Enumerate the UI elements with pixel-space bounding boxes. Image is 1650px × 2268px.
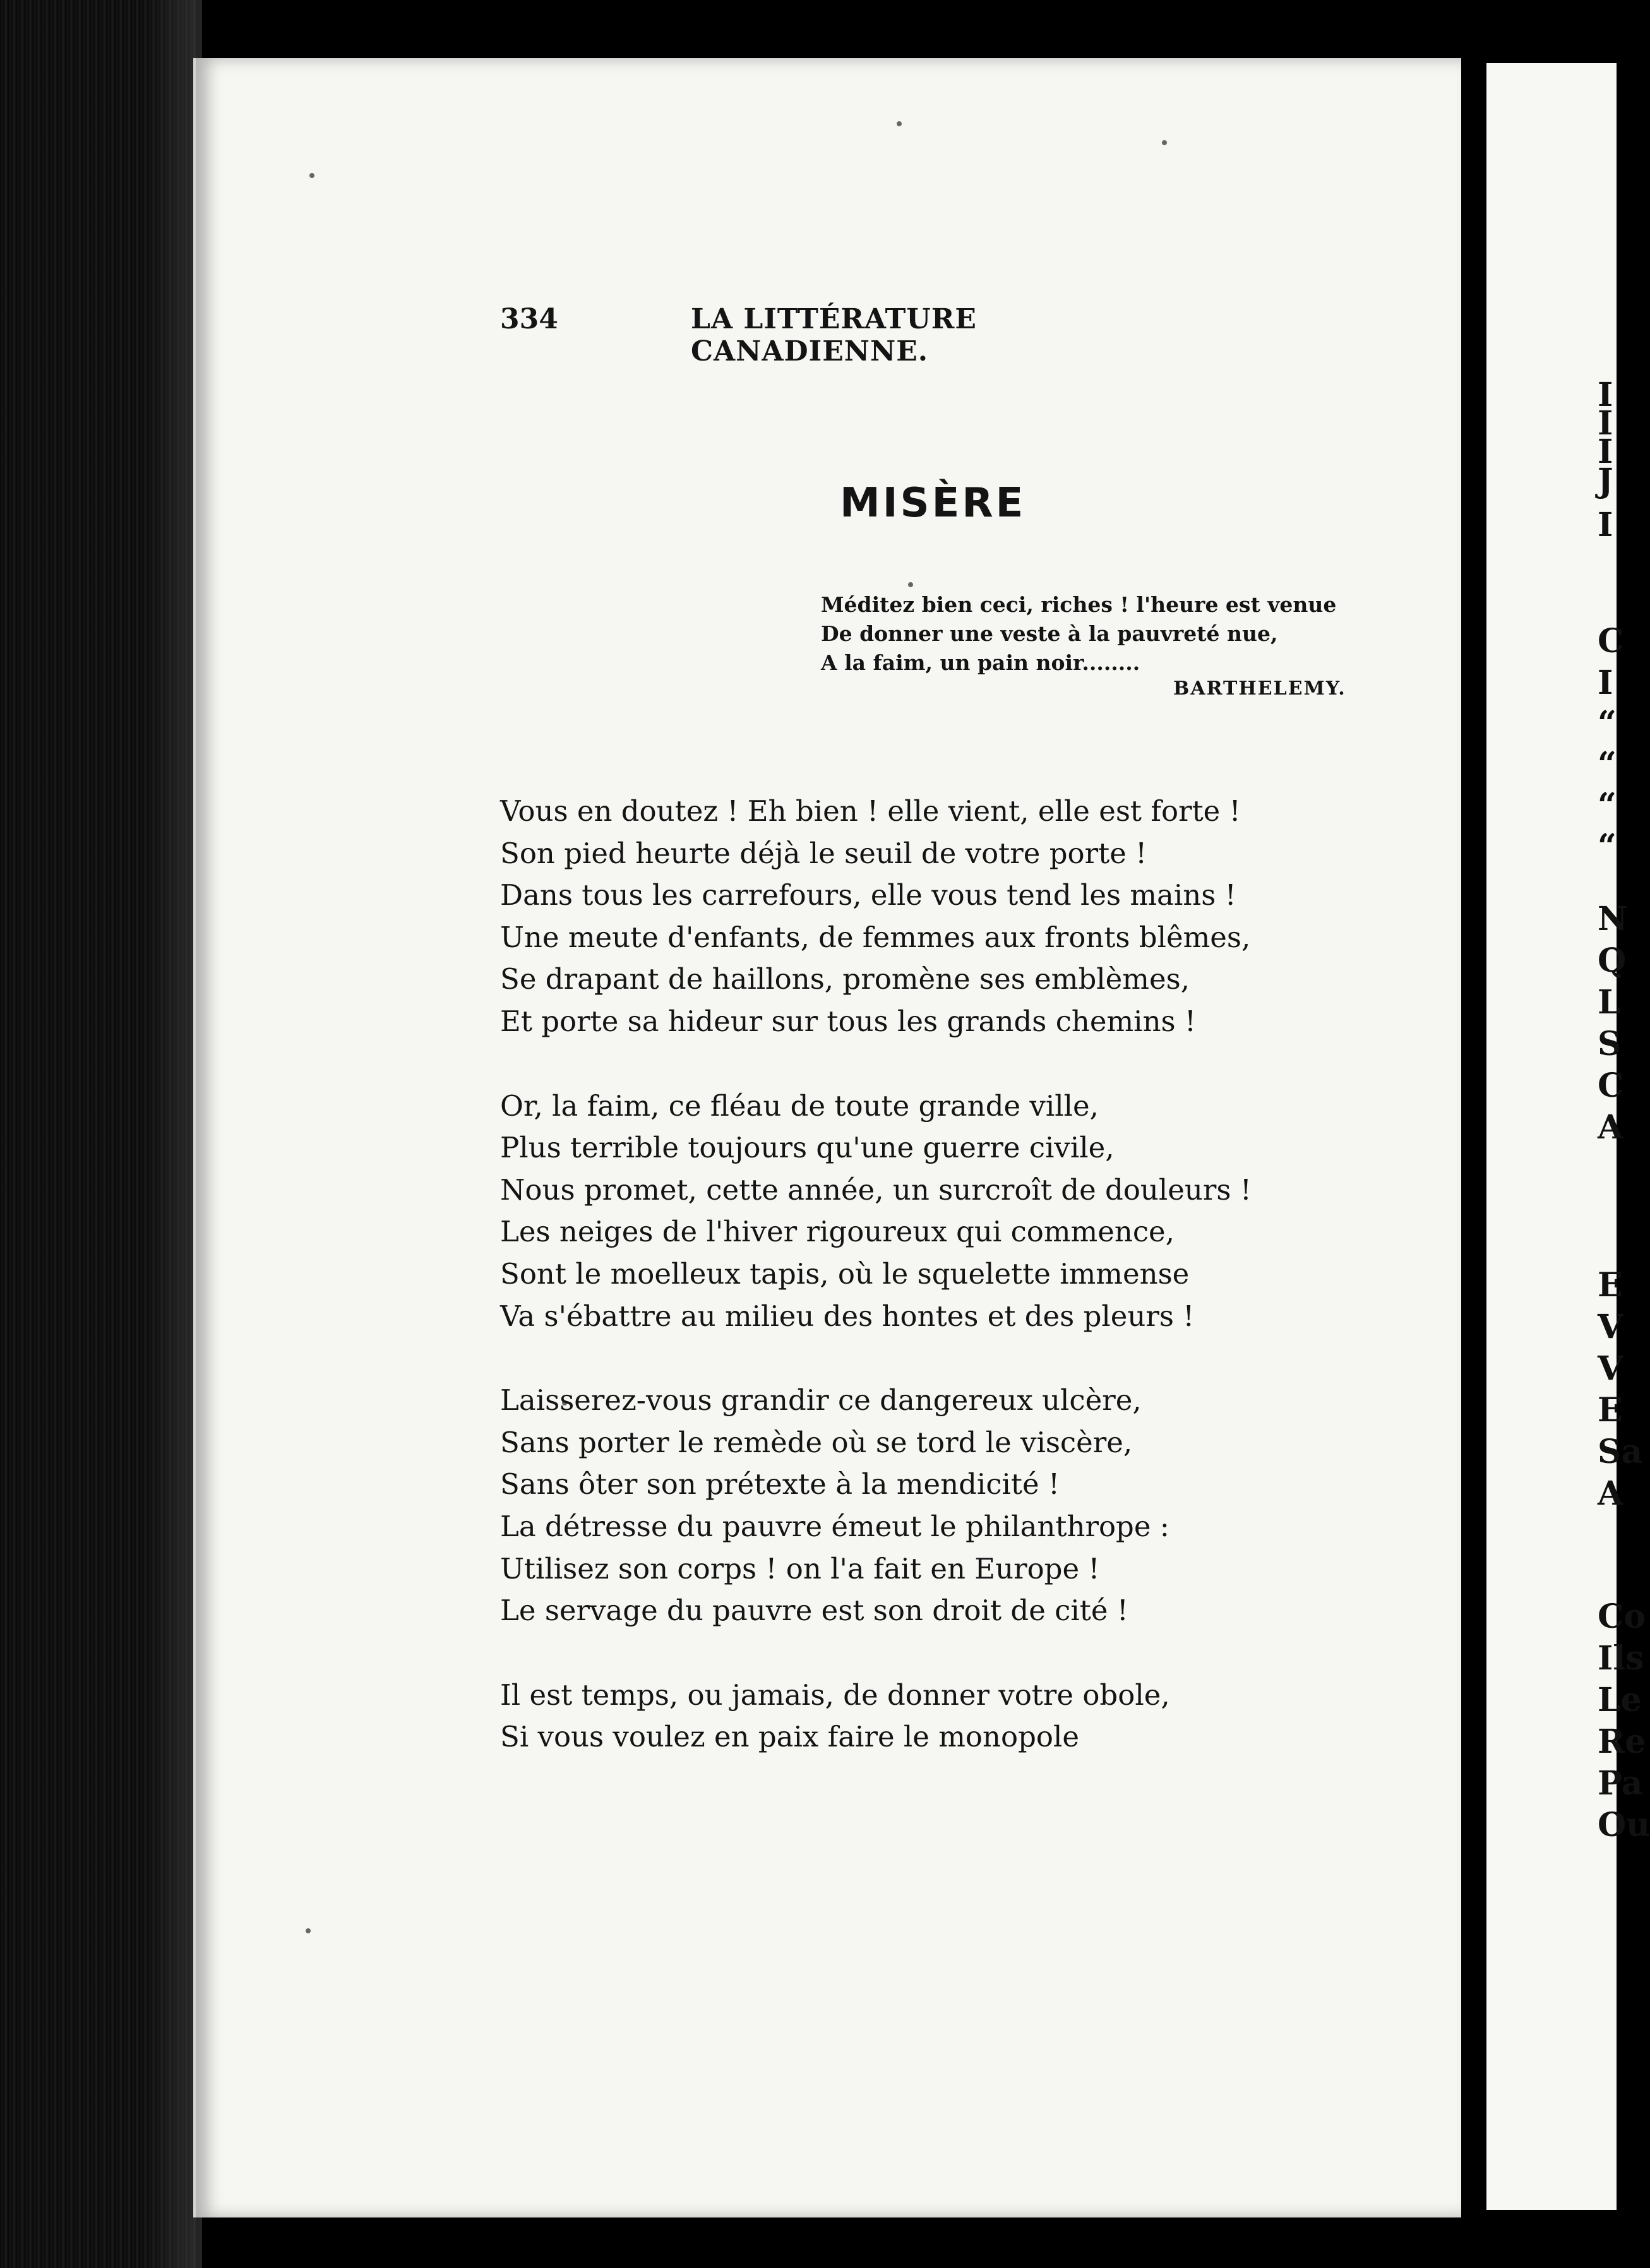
facing-page-letter: I (1598, 664, 1613, 702)
verse-line: Et porte sa hideur sur tous les grands chemins ! (500, 1004, 1197, 1038)
verse-line: Va s'ébattre au milieu des hontes et des pleurs ! (500, 1299, 1195, 1333)
facing-page-letter: “ (1598, 786, 1617, 825)
verse-line: Se drapant de haillons, promène ses emblèmes, (500, 962, 1190, 996)
facing-page-letter: J (1598, 462, 1613, 500)
stanza (500, 1085, 1252, 1338)
verse-line: Utilisez son corps ! on l'a fait en Europe ! (500, 1551, 1100, 1585)
epigraph-line: De donner une veste à la pauvreté nue, (821, 621, 1278, 646)
paper-speck (1162, 140, 1167, 145)
facing-page-letter: Co (1598, 1597, 1646, 1636)
verse-line: Vous en doutez ! Eh bien ! elle vient, elle est forte ! (500, 794, 1241, 828)
facing-page-letter: I (1598, 404, 1613, 443)
facing-page-letter: E (1598, 1266, 1623, 1304)
facing-page-fragment (1486, 63, 1650, 2210)
epigraph-line: Méditez bien ceci, riches ! l'heure est venue (821, 592, 1337, 617)
facing-page-letter: Le (1598, 1681, 1642, 1719)
facing-page-letter: Q (1598, 941, 1627, 980)
verse-line: Or, la faim, ce fléau de toute grande ville, (500, 1089, 1099, 1123)
paper-speck (306, 1928, 311, 1933)
facing-page-letter: A (1598, 1474, 1623, 1513)
verse-line: La détresse du pauvre émeut le philanthrope : (500, 1509, 1169, 1543)
verse-line: Sans ôter son prétexte à la mendicité ! (500, 1467, 1060, 1501)
facing-page-letter: Ou (1598, 1806, 1650, 1844)
verse-line: Une meute d'enfants, de femmes aux fronts blêmes, (500, 920, 1251, 954)
running-header (500, 303, 1183, 367)
verse-line: Nous promet, cette année, un surcroît de douleurs ! (500, 1173, 1252, 1207)
facing-page-letter: Ils (1598, 1639, 1644, 1678)
facing-page-letter: “ (1598, 704, 1617, 743)
facing-page-letter: A (1598, 1108, 1623, 1147)
paper-speck (309, 173, 314, 178)
facing-page-letter: “ (1598, 745, 1617, 784)
verse-line: Laisserez-vous grandir ce dangereux ulcère, (500, 1383, 1142, 1418)
verse-line: Il est temps, ou jamais, de donner votre obole, (500, 1678, 1170, 1712)
verse-line: Dans tous les carrefours, elle vous tend les mains ! (500, 878, 1236, 912)
poem-body (500, 791, 1252, 1801)
stanza (500, 1380, 1252, 1632)
facing-page-letter: V (1598, 1308, 1623, 1346)
facing-page-letter: C (1598, 1066, 1624, 1105)
verse-line: Plus terrible toujours qu'une guerre civile, (500, 1131, 1115, 1165)
paper-speck (908, 582, 913, 587)
epigraph-line: A la faim, un pain noir........ (821, 650, 1140, 675)
running-header-title: LA LITTÉRATURE CANADIENNE. (691, 303, 977, 367)
stanza (500, 1674, 1252, 1758)
page-number: 334 (500, 303, 558, 335)
paper-speck (897, 121, 902, 126)
facing-page-letter: “ (1598, 827, 1617, 866)
facing-page-letter: N (1598, 900, 1628, 938)
verse-line: Son pied heurte déjà le seuil de votre porte ! (500, 836, 1147, 870)
facing-page-letter: S (1598, 1025, 1622, 1063)
poem-title: MISÈRE (840, 480, 1026, 527)
verse-line: Le servage du pauvre est son droit de cité ! (500, 1594, 1128, 1628)
stanza (500, 791, 1252, 1043)
facing-page-letter: E (1598, 1391, 1623, 1429)
facing-page-letter: L (1598, 983, 1621, 1022)
verse-line: Sont le moelleux tapis, où le squelette immense (500, 1256, 1190, 1291)
facing-page-letter: C (1598, 622, 1624, 660)
verse-line: Si vous voulez en paix faire le monopole (500, 1720, 1079, 1754)
facing-page-letter: I (1598, 506, 1613, 544)
facing-page-letter: Pa (1598, 1764, 1643, 1803)
epigraph (821, 590, 1336, 677)
verse-line: Sans porter le remède où se tord le viscère, (500, 1425, 1133, 1459)
facing-page-letter: V (1598, 1349, 1623, 1388)
facing-page-letter: I (1598, 433, 1613, 471)
facing-page-letter: Sa (1598, 1433, 1643, 1471)
epigraph-author: BARTHELEMY. (1173, 677, 1346, 700)
facing-page-letter: I (1598, 376, 1613, 414)
verse-line: Les neiges de l'hiver rigoureux qui commence, (500, 1215, 1175, 1249)
facing-page-letter: Re (1598, 1722, 1646, 1761)
